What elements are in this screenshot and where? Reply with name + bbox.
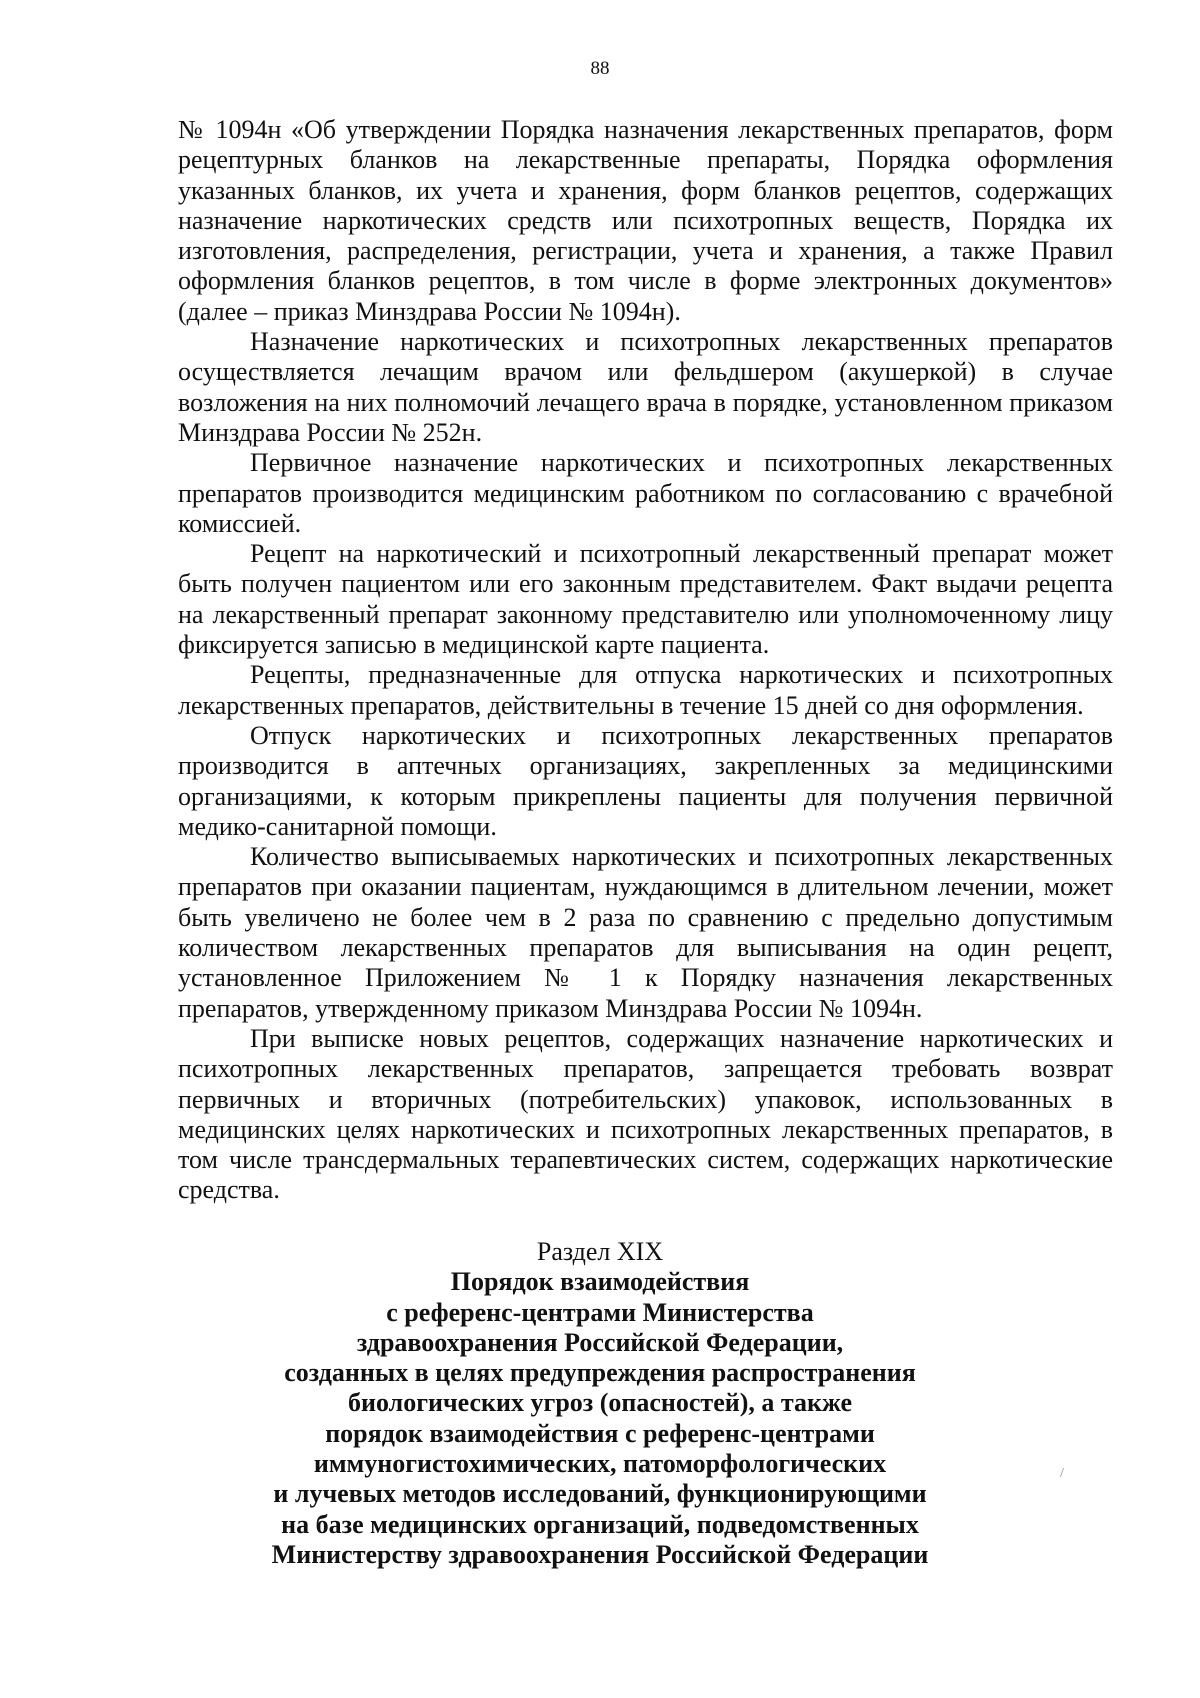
section-title-line: здравоохранения Российской Федерации, bbox=[356, 1327, 844, 1357]
section-title-line: Порядок взаимодействия bbox=[450, 1267, 750, 1297]
section-title-line: биологических угроз (опасностей), а также bbox=[347, 1388, 853, 1418]
paragraph: Рецепт на наркотический и психотропный лекарственный препарат может быть получен пациентом или его законным представителем. Факт выдачи рецепта на лекарственный препарат законному представителю или уполномоченному лицу фиксируется записью в медицинской карте пациента. bbox=[178, 539, 1113, 660]
paragraph: Количество выписываемых наркотических и психотропных лекарственных препаратов при оказании пациентам, нуждающимся в длительном лечении, может быть увеличено не более чем в 2 раза по сравнению с предельно допустимым количеством лекарственных препаратов для выписывания на один рецепт, установленное Приложением № 1 к Порядку назначения лекарственных препаратов, утвержденному приказом Минздрава России № 1094н. bbox=[178, 842, 1113, 1023]
section-title-line: и лучевых методов исследований, функционирующими bbox=[273, 1479, 927, 1509]
section-title-line: на базе медицинских организаций, подведомственных bbox=[281, 1509, 919, 1539]
section-title-line: созданных в целях предупреждения распространения bbox=[284, 1358, 916, 1388]
section-label: Раздел XIX bbox=[536, 1237, 664, 1266]
body-text bbox=[178, 115, 1113, 1206]
paragraph: Рецепты, предназначенные для отпуска наркотических и психотропных лекарственных препаратов, действительны в течение 15 дней со дня оформления. bbox=[178, 660, 1113, 720]
paragraph: При выписке новых рецептов, содержащих назначение наркотических и психотропных лекарственных препаратов, запрещается требовать возврат первичных и вторичных (потребительских) упаковок, использованных в медицинских целях наркотических и психотропных лекарственных препаратов, в том числе трансдермальных терапевтических систем, содержащих наркотические средства. bbox=[178, 1023, 1113, 1205]
scan-mark: / bbox=[1060, 1466, 1064, 1481]
section-title-line: Министерству здравоохранения Российской Федерации bbox=[271, 1539, 929, 1569]
paragraph: № 1094н «Об утверждении Порядка назначения лекарственных препаратов, форм рецептурных бланков на лекарственные препараты, Порядка оформления указанных бланков, их учета и хранения, форм бланков рецептов, содержащих назначение наркотических средств или психотропных веществ, Порядка их изготовления, распределения, регистрации, учета и хранения, а также Правил оформления бланков рецептов, в том числе в форме электронных документов» (далее – приказ Минздрава России № 1094н). bbox=[178, 115, 1113, 326]
paragraph: Отпуск наркотических и психотропных лекарственных препаратов производится в аптечных организациях, закрепленных за медицинскими организациями, к которым прикреплены пациенты для получения первичной медико-санитарной помощи. bbox=[178, 720, 1113, 841]
section-title-line: иммуногистохимических, патоморфологических bbox=[313, 1449, 887, 1479]
section-title-line: с референс-центрами Министерства bbox=[386, 1297, 814, 1327]
page-number: 88 bbox=[590, 58, 610, 79]
section-heading bbox=[0, 1237, 1200, 1570]
paragraph: Первичное назначение наркотических и психотропных лекарственных препаратов производится медицинским работником по согласованию с врачебной комиссией. bbox=[178, 448, 1113, 538]
section-title bbox=[0, 1267, 1200, 1570]
section-title-line: порядок взаимодействия с референс-центрами bbox=[325, 1418, 875, 1448]
paragraph: Назначение наркотических и психотропных лекарственных препаратов осуществляется лечащим врачом или фельдшером (акушеркой) в случае возложения на них полномочий лечащего врача в порядке, установленном приказом Минздрава России № 252н. bbox=[178, 327, 1113, 447]
